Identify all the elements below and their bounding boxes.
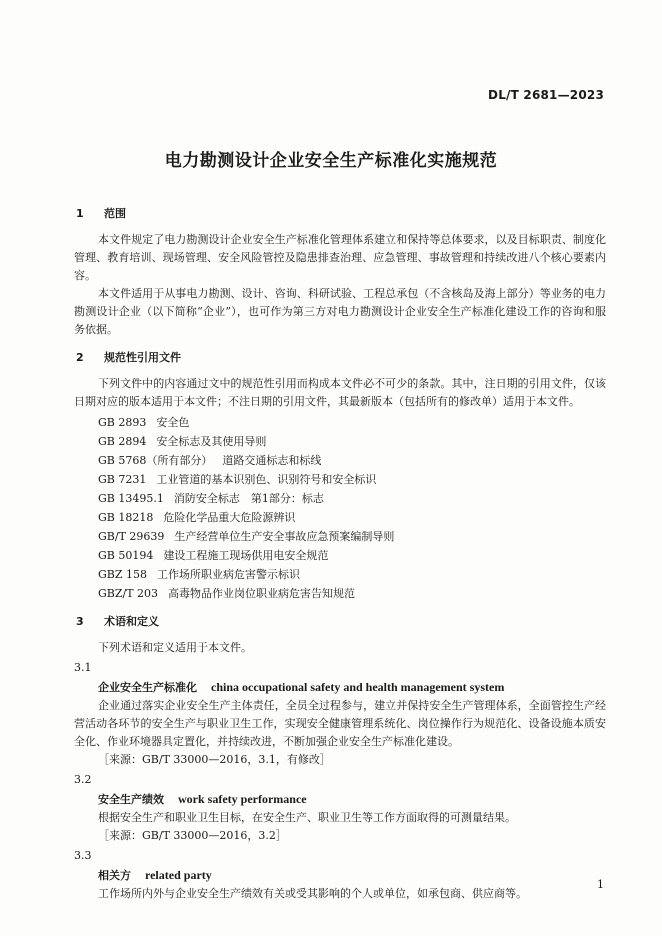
section-heading [74, 349, 606, 367]
section-title: 术语和定义 [104, 615, 159, 628]
reference-code: GB 50194 [98, 549, 154, 562]
term-chinese: 企业安全生产标准化 [98, 681, 197, 694]
term-source: ［来源：GB/T 33000—2016，3.2］ [98, 829, 287, 842]
term-english: related party [145, 868, 212, 882]
reference-code: GB 2893 [98, 416, 147, 429]
document-body [74, 205, 606, 903]
term-definition: 根据安全生产和职业卫生目标，在安全生产、职业卫生等工作方面取得的可测量结果。 [98, 811, 516, 824]
section-number: 2 [76, 351, 84, 364]
standard-code: DL/T 2681—2023 [488, 88, 604, 102]
reference-name: 工作场所职业病危害警示标识 [157, 568, 301, 581]
section-number: 1 [76, 207, 84, 220]
reference-item [98, 527, 606, 546]
paragraph: 下列术语和定义适用于本文件。 [98, 641, 252, 654]
term-number: 3.3 [74, 849, 92, 862]
term-source: ［来源：GB/T 33000—2016，3.1，有修改］ [98, 753, 331, 766]
reference-code: GB 7231 [98, 473, 147, 486]
reference-item [98, 413, 606, 432]
term-heading [74, 789, 606, 809]
reference-name: 工业管道的基本识别色、识别符号和安全标识 [156, 473, 377, 486]
paragraph: 下列文件中的内容通过文中的规范性引用而构成本文件必不可少的条款。其中，注日期的引用文件，仅该日期对应的版本适用于本文件；不注日期的引用文件，其最新版本（包括所有的修改单）适用于本文件。 [74, 377, 606, 408]
page-number: 1 [597, 878, 604, 891]
reference-item [98, 584, 606, 603]
term-english: china occupational safety and health management system [211, 680, 505, 694]
section-heading [74, 613, 606, 631]
reference-code: GB 2894 [98, 435, 147, 448]
section-heading [74, 205, 606, 223]
reference-name: 消防安全标志 第1部分：标志 [173, 492, 324, 505]
reference-code: GBZ/T 203 [98, 587, 159, 600]
reference-name: 安全色 [156, 416, 190, 429]
reference-name: 生产经营单位生产安全事故应急预案编制导则 [174, 530, 395, 543]
reference-name: 道路交通标志和标线 [222, 454, 322, 467]
reference-code: GB 5768（所有部分） [98, 454, 213, 467]
term-number: 3.2 [74, 773, 92, 786]
reference-name: 高毒物品作业岗位职业病危害告知规范 [168, 587, 356, 600]
reference-item [98, 546, 606, 565]
term-english: work safety performance [178, 792, 307, 806]
term-heading [74, 677, 606, 697]
reference-item [98, 489, 606, 508]
term-definition: 工作场所内外与企业安全生产绩效有关或受其影响的个人或单位，如承包商、供应商等。 [98, 887, 527, 900]
reference-name: 安全标志及其使用导则 [156, 435, 267, 448]
term-heading [74, 865, 606, 885]
reference-name: 建设工程施工现场供用电安全规范 [163, 549, 329, 562]
reference-item [98, 508, 606, 527]
reference-item [98, 432, 606, 451]
reference-item [98, 565, 606, 584]
paragraph: 本文件适用于从事电力勘测、设计、咨询、科研试验、工程总承包（不含核岛及海上部分）等业务的电力勘测设计企业（以下简称“企业”），也可作为第三方对电力勘测设计企业安全生产标准化建设工作的咨询和服务依据。 [74, 287, 606, 336]
reference-name: 危险化学品重大危险源辨识 [163, 511, 296, 524]
section-title: 规范性引用文件 [104, 351, 181, 364]
reference-code: GBZ 158 [98, 568, 148, 581]
reference-item [98, 451, 606, 470]
reference-code: GB/T 29639 [98, 530, 165, 543]
document-title: 电力勘测设计企业安全生产标准化实施规范 [164, 151, 498, 171]
reference-code: GB 13495.1 [98, 492, 164, 505]
term-chinese: 安全生产绩效 [98, 793, 164, 806]
term-chinese: 相关方 [98, 869, 131, 882]
paragraph: 本文件规定了电力勘测设计企业安全生产标准化管理体系建立和保持等总体要求，以及目标职责、制度化管理、教育培训、现场管理、安全风险管控及隐患排查治理、应急管理、事故管理和持续改进八个核心要素内容。 [74, 233, 606, 282]
reference-code: GB 18218 [98, 511, 154, 524]
reference-item [98, 470, 606, 489]
section-title: 范围 [104, 207, 126, 220]
term-definition: 企业通过落实企业安全生产主体责任，全员全过程参与，建立并保持安全生产管理体系，全面管控生产经营活动各环节的安全生产与职业卫生工作，实现安全健康管理系统化、岗位操作行为规范化、设备设施本质安全化、作业环境器具定置化，并持续改进，不断加强企业安全生产标准化建设。 [74, 699, 606, 748]
section-number: 3 [76, 615, 84, 628]
reference-list [98, 413, 606, 603]
term-number: 3.1 [74, 661, 92, 674]
